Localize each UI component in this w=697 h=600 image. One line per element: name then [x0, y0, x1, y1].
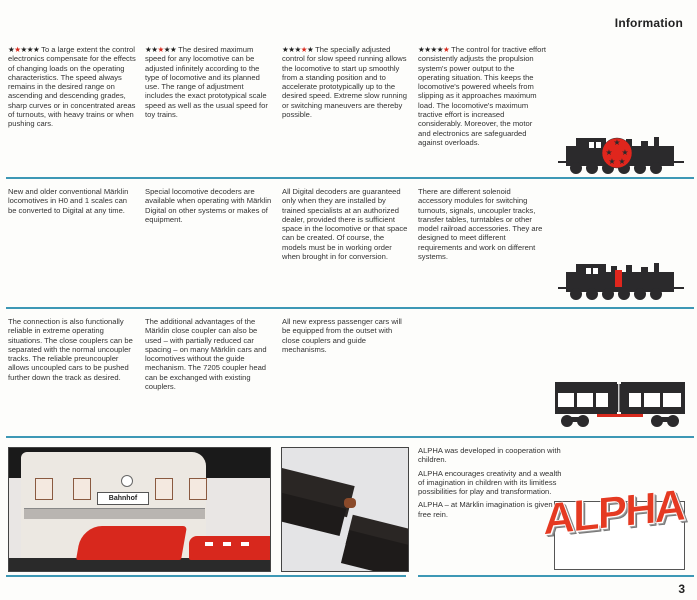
star-rating-icon: ★★★★★	[418, 45, 450, 54]
guarantee-note: All Digital decoders are guaranteed only when they are installed by trained specialists at an authorized dealer, provided there is sufficient space in the locomotive or that space can be created. Of course, the models must be in working order when brought in for conversion.	[282, 187, 408, 262]
svg-text:★: ★	[621, 148, 629, 157]
alpha-logo: ALPHA	[543, 480, 685, 545]
star-rating-icon: ★★★★★	[145, 45, 177, 54]
passenger-cars-icon	[553, 378, 687, 430]
svg-text:★: ★	[613, 138, 621, 147]
alpha-paragraph: ALPHA was developed in cooperation with children.	[418, 446, 561, 465]
alpha-logo-box	[543, 480, 685, 570]
page-number: 3	[678, 582, 685, 596]
page-title: Information	[614, 16, 683, 30]
star-rating-icon: ★★★★★	[8, 45, 40, 54]
feature-max-speed: ★★★★★ The desired maximum speed for any locomotive can be adjusted infinitely according to the type of locomotive and its planned use. The range of adjustment includes the exact prototypical scale speed as well as the usual speed for toy trains.	[145, 45, 268, 120]
section-divider	[6, 177, 694, 179]
footer-divider	[418, 575, 694, 577]
locomotive-star-icon	[556, 128, 686, 176]
svg-text:★: ★	[608, 157, 616, 166]
feature-tractive-effort: ★★★★★ The control for tractive effort consistently adjusts the propulsion system's power output to the operating situation. This keeps the locomotive's powered wheels from slipping as it approaches maximum load. The locomotive's maximum tractive effort is increased considerably. Moreover, the motor and electronics are safeguarded against overloads.	[418, 45, 546, 147]
alpha-station-photo	[8, 447, 271, 572]
bahnhof-sign: Bahnhof	[97, 492, 149, 505]
svg-text:★: ★	[618, 157, 626, 166]
section-divider	[6, 307, 694, 309]
express-cars-note: All new express passenger cars will be equipped from the outset with close couplers and guide mechanisms.	[282, 317, 402, 354]
coupler-advantages-note: The additional advantages of the Märklin close coupler can also be used – with partially reduced car spacing – on many Märklin cars and locomotives without the guide mechanism. The 7205 coupler head can be exchanged with existing couplers.	[145, 317, 267, 392]
conversion-note: New and older conventional Märklin locomotives in H0 and 1 scales can be converted to Digital at any time.	[8, 187, 129, 215]
alpha-paragraph: ALPHA encourages creativity and a wealth of imagination in children with its limitless possibilities for play and transformation.	[418, 468, 562, 497]
decoder-note: Special locomotive decoders are available when operating with Märklin Digital on other systems or makes of equipment.	[145, 187, 272, 224]
alpha-paragraph: ALPHA – at Märklin imagination is given free rein.	[418, 500, 553, 519]
footer-divider	[6, 575, 406, 577]
feature-slow-speed: ★★★★★ The specially adjusted control for slow speed running allows the locomotive to start up smoothly from a standing position and to accelerate prototypically up to the desired speed. Extreme slow running or switching maneuvers are thereby possible.	[282, 45, 407, 120]
accessory-modules-note: There are different solenoid accessory modules for switching turnouts, signals, uncoupler tracks, transfer tables, turntables or other model railroad accessories. They are designed to meet different requirements and work on different systems.	[418, 187, 543, 262]
feature-load-compensation: ★★★★★ To a large extent the control electronics compensate for the effects of changing loads on the operating characteristics. The speed always remains in the desired range on ascending and descending grades, sharp curves or in concentrated areas of turnouts, with heavy trains or when pushing cars.	[8, 45, 136, 129]
svg-text:★: ★	[605, 148, 613, 157]
locomotive-decoder-icon	[556, 254, 686, 302]
alpha-description	[418, 446, 563, 523]
coupler-reliability-note: The connection is also functionally reliable in extreme operating situations. The close couplers can be separated with the normal uncoupler tracks. The reliable preuncoupler allows uncoupled cars to be pushed further down the track as desired.	[8, 317, 133, 382]
track-sections-photo	[281, 447, 409, 572]
star-rating-icon: ★★★★★	[282, 45, 314, 54]
section-divider	[6, 436, 694, 438]
